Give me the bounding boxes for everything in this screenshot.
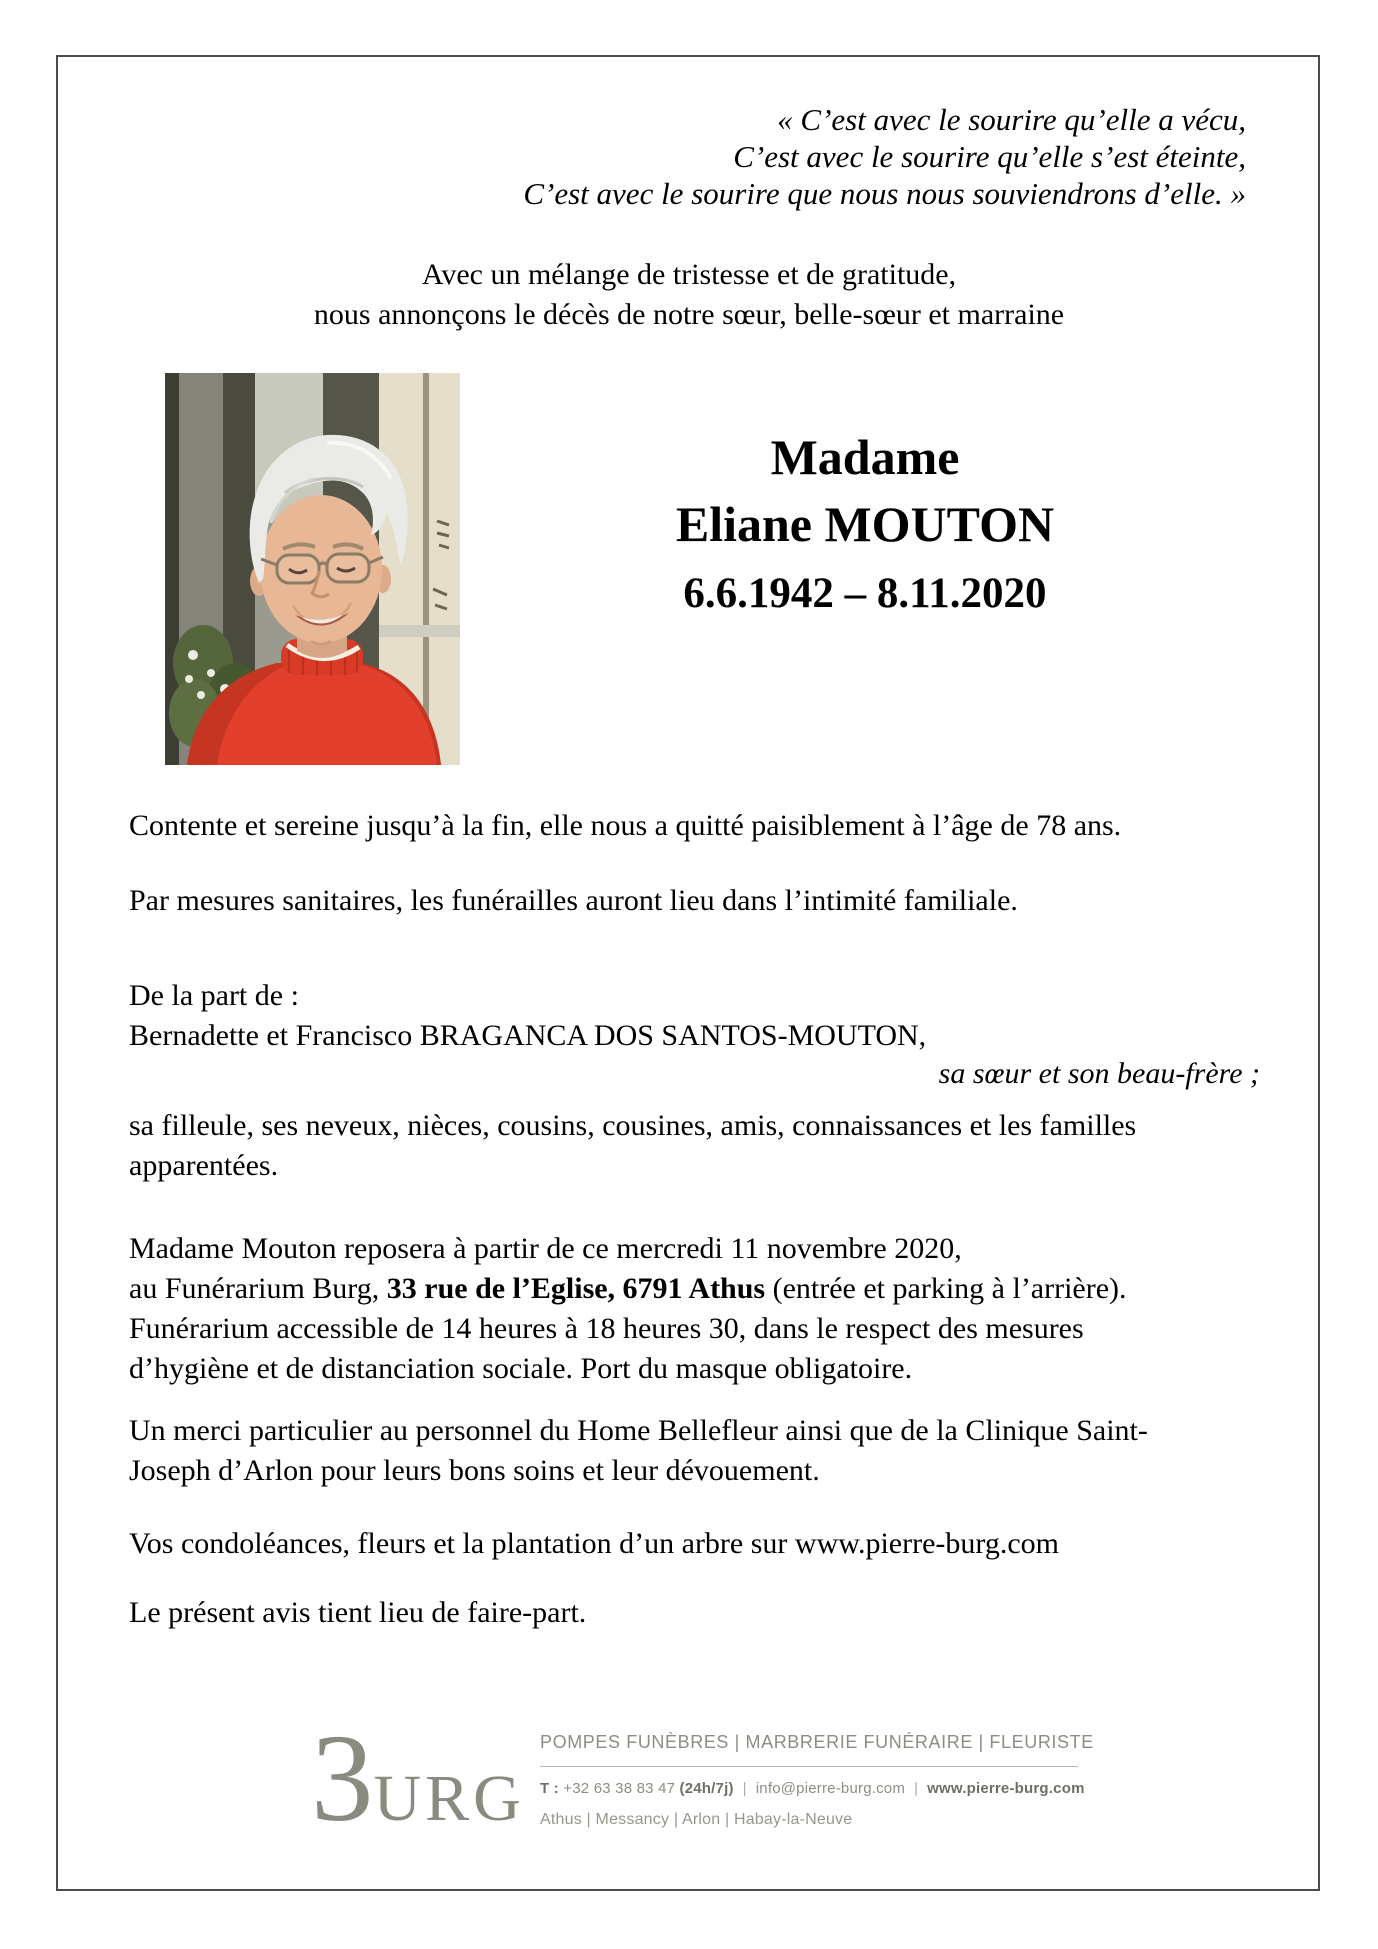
phone-label: T : <box>540 1780 559 1797</box>
website-url: www.pierre-burg.com <box>927 1780 1085 1797</box>
announcement-intro <box>56 255 1322 335</box>
deceased-name-block <box>460 424 1270 558</box>
paragraph-line: Joseph d’Arlon pour leurs bons soins et leur dévouement. <box>129 1454 820 1487</box>
paragraph-funerarium-info <box>129 1229 1260 1389</box>
paragraph-extended-family <box>129 1106 1260 1186</box>
footer-cities-line: Athus | Messancy | Arlon | Habay-la-Neuve <box>540 1811 853 1828</box>
paragraph-line: Un merci particulier au personnel du Home Bellefleur ainsi que de la Clinique Saint- <box>129 1414 1148 1447</box>
footer-contact-line <box>540 1780 1085 1797</box>
deceased-photo <box>165 373 460 765</box>
paragraph-thanks <box>129 1411 1260 1491</box>
funerarium-address: 33 rue de l’Eglise, 6791 Athus <box>386 1272 766 1305</box>
burg-logo-text: URG <box>373 1762 525 1835</box>
separator: | <box>914 1780 919 1797</box>
paragraph-notice: Le présent avis tient lieu de faire-part. <box>129 1596 587 1629</box>
separator: | <box>742 1780 747 1797</box>
paragraph-from-family <box>129 976 1260 1056</box>
intro-line: nous annonçons le décès de notre sœur, belle-sœur et marraine <box>313 298 1065 331</box>
paragraph-line: d’hygiène et de distanciation sociale. Port du masque obligatoire. <box>129 1352 913 1385</box>
memorial-quote <box>523 101 1246 212</box>
relation-line: sa sœur et son beau-frère ; <box>938 1057 1260 1090</box>
from-label: De la part de : <box>129 979 299 1012</box>
email-address: info@pierre-burg.com <box>755 1780 906 1797</box>
quote-line: « C’est avec le sourire qu’elle a vécu, <box>777 102 1246 137</box>
address-suffix: (entrée et parking à l’arrière). <box>765 1272 1127 1305</box>
deceased-name: Eliane MOUTON <box>675 496 1055 552</box>
phone-hours: (24h/7j) <box>679 1780 734 1797</box>
deceased-title: Madame <box>770 429 960 485</box>
burg-logo-b-glyph: 3 <box>311 1710 374 1848</box>
paragraph-peaceful-passing: Contente et sereine jusqu’à la fin, elle nous a quitté paisiblement à l’âge de 78 ans. <box>129 809 1122 842</box>
paragraph-line <box>129 1269 1260 1309</box>
paragraph-line: Madame Mouton reposera à partir de ce mercredi 11 novembre 2020, <box>129 1232 962 1265</box>
paragraph-line: apparentées. <box>129 1149 279 1182</box>
burg-logo <box>311 1710 525 1848</box>
family-names: Bernadette et Francisco BRAGANCA DOS SANTOS-MOUTON, <box>129 1019 927 1052</box>
quote-line: C’est avec le sourire qu’elle s’est éteinte, <box>733 139 1246 174</box>
deceased-dates: 6.6.1942 – 8.11.2020 <box>683 570 1047 617</box>
footer-services-line: POMPES FUNÈBRES | MARBRERIE FUNÉRAIRE | FLEURISTE <box>540 1732 1094 1752</box>
footer-divider <box>540 1766 1078 1767</box>
quote-line: C’est avec le sourire que nous nous souviendrons d’elle. » <box>523 176 1246 211</box>
paragraph-line: sa filleule, ses neveux, nièces, cousins, cousines, amis, connaissances et les familles <box>129 1109 1137 1142</box>
address-prefix: au Funérarium Burg, <box>129 1272 387 1305</box>
intro-line: Avec un mélange de tristesse et de gratitude, <box>421 258 957 291</box>
paragraph-sanitary-measures: Par mesures sanitaires, les funérailles auront lieu dans l’intimité familiale. <box>129 884 1018 917</box>
paragraph-condolences-website: Vos condoléances, fleurs et la plantation d’un arbre sur www.pierre-burg.com <box>129 1527 1059 1560</box>
paragraph-line: Funérarium accessible de 14 heures à 18 heures 30, dans le respect des mesures <box>129 1312 1084 1345</box>
phone-number: +32 63 38 83 47 <box>558 1780 680 1797</box>
